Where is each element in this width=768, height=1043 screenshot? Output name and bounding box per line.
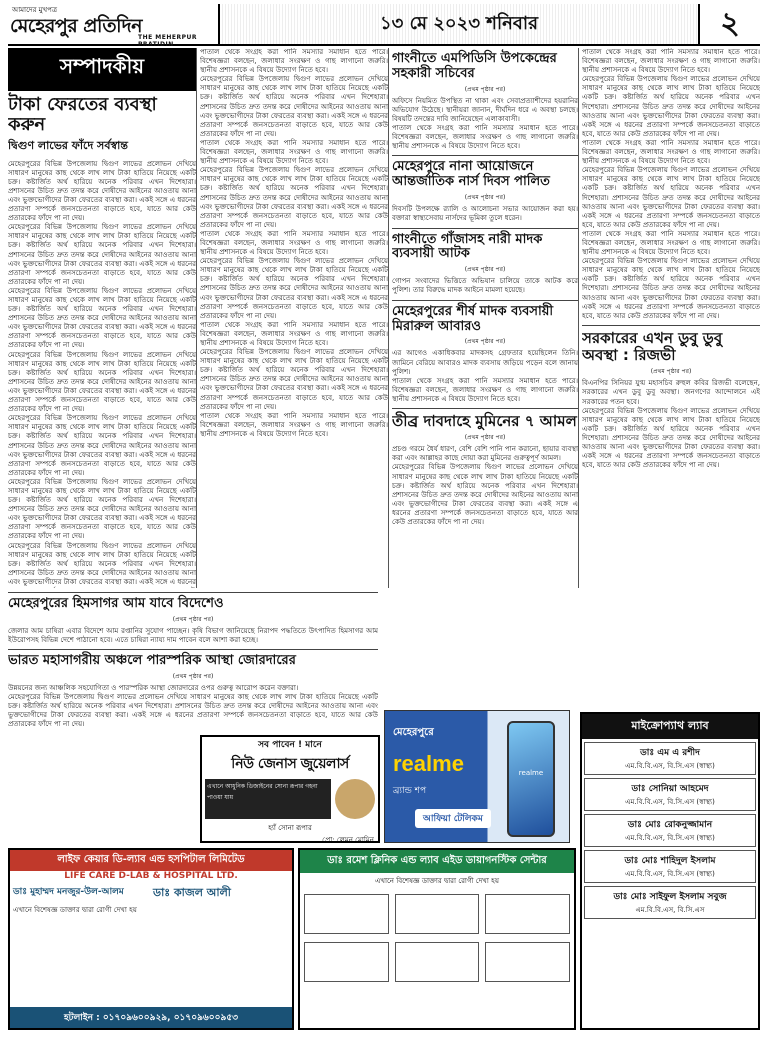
ad-ramesh-title: ডাঃ রমেশ ক্লিনিক এন্ড ল্যাব এইড ডায়াগনস্টিক সেন্টার	[300, 850, 574, 873]
ad-lifecare-doc2: ডাঃ কাজল আলী	[153, 886, 231, 899]
article-body: মেহেরপুরের বিভিন্ন উপজেলায় দ্বিগুণ লাভের প্রলোভন দেখিয়ে সাধারণ মানুষের কাছ থেকে লাখ লাখ টাকা হাতিয়ে নিয়েছে একটি চক্র। কষ্টার্জিত অর্থ হারিয়ে অনেক পরিবার এখন দিশেহারা। প্রশাসনের উচিত দ্রুত তদন্ত করে দোষীদের আইনের আওতায় আনা এবং ভুক্তভোগীদের টাকা ফেরতের ব্যবস্থা করা। একই সঙ্গে এ ধরনের প্রতারণা সম্পর্কে জনসচেতনতা বাড়াতে হবে, যাতে আর কেউ প্রতারকের ফাঁদে পা না দেয়।	[200, 75, 388, 138]
article-body: পাতাল থেকে সংগ্রহ করা পানি সমস্যার সমাধান হতে পারে। বিশেষজ্ঞরা বলছেন, জলাধার সংরক্ষণ ও গাছ লাগানো জরুরি। স্থানীয় প্রশাসনকে এ বিষয়ে উদ্যোগ নিতে হবে।	[582, 138, 760, 166]
article-body-nurse: দিবসটি উপলক্ষে র‍্যালি ও আলোচনা সভার আয়োজন করা হয়। বক্তারা স্বাস্থ্যসেবায় নার্সদের ভূমিকা তুলে ধরেন।	[392, 205, 578, 223]
editorial-body-cont4: মেহেরপুরের বিভিন্ন উপজেলায় দ্বিগুণ লাভের প্রলোভন দেখিয়ে সাধারণ মানুষের কাছ থেকে লাখ লাখ টাকা হাতিয়ে নিয়েছে একটি চক্র। কষ্টার্জিত অর্থ হারিয়ে অনেক পরিবার এখন দিশেহারা। প্রশাসনের উচিত দ্রুত তদন্ত করে দোষীদের আইনের আওতায় আনা এবং ভুক্তভোগীদের টাকা ফেরতের ব্যবস্থা করা। একই সঙ্গে এ ধরনের প্রতারণা সম্পর্কে জনসচেতনতা বাড়াতে হবে, যাতে আর কেউ প্রতারকের ফাঁদে পা না দেয়।	[8, 414, 196, 477]
ad-lifecare-title: লাইফ কেয়ার ডি-ল্যাব এন্ড হসপিটাল লিমিটেড	[10, 850, 292, 871]
doctor-name: ডাঃ মোঃ রোকনুজ্জামান	[627, 820, 713, 830]
news-column-4	[582, 48, 760, 588]
article-headline-mpdc: গাংনীতে এমপিডিসি উপকেন্দ্রের সহকারী সচিবের	[392, 51, 557, 81]
article-body: পাতাল থেকে সংগ্রহ করা পানি সমস্যার সমাধান হতে পারে। বিশেষজ্ঞরা বলছেন, জলাধার সংরক্ষণ ও গাছ লাগানো জরুরি। স্থানীয় প্রশাসনকে এ বিষয়ে উদ্যোগ নিতে হবে।	[200, 138, 388, 166]
article-body-ganja: গোপন সংবাদের ভিত্তিতে অভিযান চালিয়ে তাকে আটক করে পুলিশ। তার বিরুদ্ধে মাদক আইনে মামলা হয়েছে।	[392, 277, 578, 295]
newspaper-logo	[8, 4, 218, 48]
article-body: পাতাল থেকে সংগ্রহ করা পানি সমস্যার সমাধান হতে পারে। বিশেষজ্ঞরা বলছেন, জলাধার সংরক্ষণ ও গাছ লাগানো জরুরি। স্থানীয় প্রশাসনকে এ বিষয়ে উদ্যোগ নিতে হবে।	[582, 229, 760, 257]
ad-jewellers-line2: হ্যাঁ সোনা রূপার	[268, 824, 312, 832]
article-body-heat: প্রচণ্ড গরমে ধৈর্য ধারণ, বেশি বেশি পানি পান করানো, ছায়ার ব্যবস্থা করা এবং আল্লাহর কাছে দোয়া করা মুমিনের গুরুত্বপূর্ণ আমল।	[392, 445, 578, 463]
article-headline-nurse: মেহেরপুরে নানা আয়োজনে আন্তর্জাতিক নার্স দিবস পালিত	[392, 159, 550, 190]
ad-realme-tagline: ব্র্যান্ড শপ	[393, 786, 427, 796]
editorial-body-cont: মেহেরপুরের বিভিন্ন উপজেলায় দ্বিগুণ লাভের প্রলোভন দেখিয়ে সাধারণ মানুষের কাছ থেকে লাখ লাখ টাকা হাতিয়ে নিয়েছে একটি চক্র। কষ্টার্জিত অর্থ হারিয়ে অনেক পরিবার এখন দিশেহারা। প্রশাসনের উচিত দ্রুত তদন্ত করে দোষীদের আইনের আওতায় আনা এবং ভুক্তভোগীদের টাকা ফেরতের ব্যবস্থা করা। একই সঙ্গে এ ধরনের প্রতারণা সম্পর্কে জনসচেতনতা বাড়াতে হবে, যাতে আর কেউ প্রতারকের ফাঁদে পা না দেয়।	[8, 223, 196, 286]
article-body: পাতাল থেকে সংগ্রহ করা পানি সমস্যার সমাধান হতে পারে। বিশেষজ্ঞরা বলছেন, জলাধার সংরক্ষণ ও গাছ লাগানো জরুরি। স্থানীয় প্রশাসনকে এ বিষয়ে উদ্যোগ নিতে হবে।	[200, 320, 388, 347]
avatar	[335, 779, 375, 819]
news-columns	[8, 48, 760, 588]
article-credit: (প্রথম পৃষ্ঠার পর)	[650, 368, 692, 376]
doctor-info: এম.বি.বি.এস, বি.সি.এস (স্বাস্থ্য)	[625, 798, 715, 806]
article-body: মেহেরপুরের বিভিন্ন উপজেলায় দ্বিগুণ লাভের প্রলোভন দেখিয়ে সাধারণ মানুষের কাছ থেকে লাখ লাখ টাকা হাতিয়ে নিয়েছে একটি চক্র। কষ্টার্জিত অর্থ হারিয়ে অনেক পরিবার এখন দিশেহারা। প্রশাসনের উচিত দ্রুত তদন্ত করে দোষীদের আইনের আওতায় আনা এবং ভুক্তভোগীদের টাকা ফেরতের ব্যবস্থা করা। একই সঙ্গে এ ধরনের প্রতারণা সম্পর্কে জনসচেতনতা বাড়াতে হবে, যাতে আর কেউ প্রতারকের ফাঁদে পা না দেয়।	[200, 166, 388, 229]
article-credit: (প্রথম পৃষ্ঠার পর)	[464, 194, 506, 202]
doctor-name: ডাঃ মোঃ সাইফুল ইসলাম সবুজ	[613, 892, 727, 902]
ad-jewellers-tag: সব পাবেন ! মানে	[258, 740, 322, 750]
editorial-body-cont6: মেহেরপুরের বিভিন্ন উপজেলায় দ্বিগুণ লাভের প্রলোভন দেখিয়ে সাধারণ মানুষের কাছ থেকে লাখ লাখ টাকা হাতিয়ে নিয়েছে একটি চক্র। কষ্টার্জিত অর্থ হারিয়ে অনেক পরিবার এখন দিশেহারা। প্রশাসনের উচিত দ্রুত তদন্ত করে দোষীদের আইনের আওতায় আনা এবং ভুক্তভোগীদের টাকা ফেরতের ব্যবস্থা করা। একই সঙ্গে এ ধরনের	[8, 541, 196, 586]
doctor-card	[584, 886, 756, 919]
doctor-info: এম.বি.বি.এস, বি.সি.এস	[635, 906, 705, 914]
article-headline-mango: মেহেরপুরের হিমসাগর আম যাবে বিদেশেও	[8, 596, 224, 611]
phone-image	[507, 721, 555, 837]
ad-realme-dealer: আফিয়া টেলিকম	[415, 809, 491, 828]
article-body: মেহেরপুরের বিভিন্ন উপজেলায় দ্বিগুণ লাভের প্রলোভন দেখিয়ে সাধারণ মানুষের কাছ থেকে লাখ লাখ টাকা হাতিয়ে নিয়েছে একটি চক্র। কষ্টার্জিত অর্থ হারিয়ে অনেক পরিবার এখন দিশেহারা। প্রশাসনের উচিত দ্রুত তদন্ত করে দোষীদের আইনের আওতায় আনা এবং ভুক্তভোগীদের টাকা ফেরতের ব্যবস্থা করা। একই সঙ্গে এ ধরনের প্রতারণা সম্পর্কে জনসচেতনতা বাড়াতে হবে, যাতে আর কেউ প্রতারকের ফাঁদে পা না দেয়।	[582, 257, 760, 320]
editorial-subhead: দ্বিগুণ লাভের ফাঁদে সর্বস্বান্ত	[8, 138, 128, 152]
article-credit: (প্রথম পৃষ্ঠার পর)	[172, 673, 214, 681]
article-headline-ganja: গাংনীতে গাঁজাসহ নারী মাদক ব্যবসায়ী আটক	[392, 231, 543, 262]
ad-lifecare-title-en: LIFE CARE D-LAB & HOSPITAL LTD.	[64, 871, 238, 881]
phone-label: realme	[518, 769, 544, 777]
article-body-mango: জেলার আম চাষিরা এবার বিদেশে আম রপ্তানির সুযোগ পাচ্ছেন। কৃষি বিভাগ জানিয়েছে নিরাপদ পদ্ধতিতে উৎপাদিত হিমসাগর আম ইউরোপসহ বিভিন্ন দেশে পাঠানো হবে। এতে চাষিরা ন্যায্য দাম পাবেন বলে আশা করা হচ্ছে।	[8, 626, 378, 645]
ad-realme	[384, 710, 570, 843]
doctor-card	[304, 894, 389, 934]
ad-ramesh-clinic	[298, 848, 576, 1030]
doctor-card	[304, 942, 389, 982]
ad-lab-doctors	[580, 712, 760, 1030]
ad-lifecare-hotline: হটলাইন : ০১৭০৯৬০০৯২৯, ০১৭০৯৬০০৯৫৩	[10, 1007, 292, 1028]
doctor-info: এম.বি.বি.এস, বি.সি.এস (স্বাস্থ্য)	[625, 870, 715, 878]
article-body: পাতাল থেকে সংগ্রহ করা পানি সমস্যার সমাধান হতে পারে। বিশেষজ্ঞরা বলছেন, জলাধার সংরক্ষণ ও গাছ লাগানো জরুরি। স্থানীয় প্রশাসনকে এ বিষয়ে উদ্যোগ নিতে হবে।	[200, 48, 388, 75]
article-body-mpdc: অফিসে নিয়মিত উপস্থিত না থাকা এবং সেবাপ্রত্যাশীদের হয়রানির অভিযোগ উঠেছে। স্থানীয়রা জানান, দীর্ঘদিন ধরে এ অবস্থা চলছে। বিষয়টি তদন্তের দাবি জানিয়েছেন এলাকাবাসী।	[392, 96, 578, 124]
article-body: পাতাল থেকে সংগ্রহ করা পানি সমস্যার সমাধান হতে পারে। বিশেষজ্ঞরা বলছেন, জলাধার সংরক্ষণ ও গাছ লাগানো জরুরি। স্থানীয় প্রশাসনকে এ বিষয়ে উদ্যোগ নিতে হবে।	[200, 229, 388, 257]
article-credit: (প্রথম পৃষ্ঠার পর)	[464, 434, 506, 442]
doctor-card	[485, 942, 570, 982]
editorial-column	[8, 48, 197, 588]
masthead	[8, 4, 760, 46]
doctor-card	[395, 942, 480, 982]
ad-lab-title: মাইক্রোপ্যাথ ল্যাব	[582, 714, 758, 739]
article-body: মেহেরপুরের বিভিন্ন উপজেলায় দ্বিগুণ লাভের প্রলোভন দেখিয়ে সাধারণ মানুষের কাছ থেকে লাখ লাখ টাকা হাতিয়ে নিয়েছে একটি চক্র। কষ্টার্জিত অর্থ হারিয়ে অনেক পরিবার এখন দিশেহারা। প্রশাসনের উচিত দ্রুত তদন্ত করে দোষীদের আইনের আওতায় আনা এবং ভুক্তভোগীদের টাকা ফেরতের ব্যবস্থা করা। একই সঙ্গে এ ধরনের প্রতারণা সম্পর্কে জনসচেতনতা বাড়াতে হবে, যাতে আর কেউ প্রতারকের ফাঁদে পা না দেয়।	[582, 75, 760, 138]
ad-ramesh-sub: এখানে বিশেষজ্ঞ ডাক্তার দ্বারা রোগী দেখা হয়	[375, 877, 499, 885]
logo-name: মেহেরপুর প্রতিদিন	[10, 15, 142, 37]
article-body: মেহেরপুরের বিভিন্ন উপজেলায় দ্বিগুণ লাভের প্রলোভন দেখিয়ে সাধারণ মানুষের কাছ থেকে লাখ লাখ টাকা হাতিয়ে নিয়েছে একটি চক্র। কষ্টার্জিত অর্থ হারিয়ে অনেক পরিবার এখন দিশেহারা। প্রশাসনের উচিত দ্রুত তদন্ত করে দোষীদের আইনের আওতায় আনা এবং ভুক্তভোগীদের টাকা ফেরতের ব্যবস্থা করা। একই সঙ্গে এ ধরনের প্রতারণা সম্পর্কে জনসচেতনতা বাড়াতে হবে, যাতে আর কেউ প্রতারকের ফাঁদে পা না দেয়।	[200, 348, 388, 411]
article-body-mpdc-cont: পাতাল থেকে সংগ্রহ করা পানি সমস্যার সমাধান হতে পারে। বিশেষজ্ঞরা বলছেন, জলাধার সংরক্ষণ ও গাছ লাগানো জরুরি। স্থানীয় প্রশাসনকে এ বিষয়ে উদ্যোগ নিতে হবে।	[392, 124, 578, 151]
ad-lifecare	[8, 848, 294, 1030]
ad-jewellers-line1: এখানে আধুনিক ডিজাইনের সোনা রূপার গহনা পাওয়া যায়	[205, 779, 331, 819]
article-credit: (প্রথম পৃষ্ঠার পর)	[172, 615, 214, 623]
article-credit: (প্রথম পৃষ্ঠার পর)	[464, 338, 506, 346]
article-credit: (প্রথম পৃষ্ঠার পর)	[464, 85, 506, 93]
ad-realme-brand: মেহেরপুরে	[393, 727, 434, 738]
article-headline-rizvi: সরকারের এখন ডুবু ডুবু অবস্থা : রিজভী	[582, 328, 723, 365]
article-headline-drug: মেহেরপুরের শীর্ষ মাদক ব্যবসায়ী মিরারুল আবারও	[392, 303, 554, 334]
article-credit: (প্রথম পৃষ্ঠার পর)	[464, 266, 506, 274]
doctor-card	[584, 778, 756, 811]
article-body-rizvi: বিএনপির সিনিয়র যুগ্ম মহাসচিব রুহুল কবির রিজভী বলেছেন, সরকারের এখন ডুবু ডুবু অবস্থা। জনগণের আন্দোলনে এই সরকারের পতন হবে।	[582, 379, 760, 406]
article-body-rizvi-cont: মেহেরপুরের বিভিন্ন উপজেলায় দ্বিগুণ লাভের প্রলোভন দেখিয়ে সাধারণ মানুষের কাছ থেকে লাখ লাখ টাকা হাতিয়ে নিয়েছে একটি চক্র। কষ্টার্জিত অর্থ হারিয়ে অনেক পরিবার এখন দিশেহারা। প্রশাসনের উচিত দ্রুত তদন্ত করে দোষীদের আইনের আওতায় আনা এবং ভুক্তভোগীদের টাকা ফেরতের ব্যবস্থা করা। একই সঙ্গে এ ধরনের প্রতারণা সম্পর্কে জনসচেতনতা বাড়াতে হবে, যাতে আর কেউ প্রতারকের ফাঁদে পা না দেয়।	[582, 406, 760, 470]
article-body: পাতাল থেকে সংগ্রহ করা পানি সমস্যার সমাধান হতে পারে। বিশেষজ্ঞরা বলছেন, জলাধার সংরক্ষণ ও গাছ লাগানো জরুরি। স্থানীয় প্রশাসনকে এ বিষয়ে উদ্যোগ নিতে হবে।	[200, 411, 388, 438]
ad-jewellers-owner: প্রো: লেমন মোমিন	[322, 836, 374, 843]
doctor-name: ডাঃ এম এ রশীদ	[640, 748, 700, 758]
news-column-3	[392, 48, 579, 588]
doctor-info: এম.বি.বি.এস, বি.সি.এস (স্বাস্থ্য)	[625, 834, 715, 842]
article-body: মেহেরপুরের বিভিন্ন উপজেলায় দ্বিগুণ লাভের প্রলোভন দেখিয়ে সাধারণ মানুষের কাছ থেকে লাখ লাখ টাকা হাতিয়ে নিয়েছে একটি চক্র। কষ্টার্জিত অর্থ হারিয়ে অনেক পরিবার এখন দিশেহারা। প্রশাসনের উচিত দ্রুত তদন্ত করে দোষীদের আইনের আওতায় আনা এবং ভুক্তভোগীদের টাকা ফেরতের ব্যবস্থা করা। একই সঙ্গে এ ধরনের প্রতারণা সম্পর্কে জনসচেতনতা বাড়াতে হবে, যাতে আর কেউ প্রতারকের ফাঁদে পা না দেয়।	[582, 166, 760, 229]
article-body-heat-cont: মেহেরপুরের বিভিন্ন উপজেলায় দ্বিগুণ লাভের প্রলোভন দেখিয়ে সাধারণ মানুষের কাছ থেকে লাখ লাখ টাকা হাতিয়ে নিয়েছে একটি চক্র। কষ্টার্জিত অর্থ হারিয়ে অনেক পরিবার এখন দিশেহারা। প্রশাসনের উচিত দ্রুত তদন্ত করে দোষীদের আইনের আওতায় আনা এবং ভুক্তভোগীদের টাকা ফেরতের ব্যবস্থা করা। একই সঙ্গে এ ধরনের প্রতারণা সম্পর্কে জনসচেতনতা বাড়াতে হবে, যাতে আর কেউ প্রতারকের ফাঁদে পা না দেয়।	[392, 463, 578, 526]
editorial-body-cont3: মেহেরপুরের বিভিন্ন উপজেলায় দ্বিগুণ লাভের প্রলোভন দেখিয়ে সাধারণ মানুষের কাছ থেকে লাখ লাখ টাকা হাতিয়ে নিয়েছে একটি চক্র। কষ্টার্জিত অর্থ হারিয়ে অনেক পরিবার এখন দিশেহারা। প্রশাসনের উচিত দ্রুত তদন্ত করে দোষীদের আইনের আওতায় আনা এবং ভুক্তভোগীদের টাকা ফেরতের ব্যবস্থা করা। একই সঙ্গে এ ধরনের প্রতারণা সম্পর্কে জনসচেতনতা বাড়াতে হবে, যাতে আর কেউ প্রতারকের ফাঁদে পা না দেয়।	[8, 350, 196, 414]
doctor-info: এম.বি.বি.এস, বি.সি.এস (স্বাস্থ্য)	[625, 762, 715, 770]
logo-kicker: আমাদের মুখপত্র	[12, 6, 58, 14]
editorial-headline: টাকা ফেরতের ব্যবস্থা করুন	[8, 94, 157, 135]
dateline: ১৩ মে ২০২৩ শনিবার	[218, 4, 700, 44]
lower-news	[8, 592, 378, 733]
ad-lifecare-doc1: ডাঃ মুহাম্মদ মনজুর-উল-আলম	[13, 887, 124, 897]
doctor-name: ডাঃ মোঃ শাহিদুল ইসলাম	[624, 856, 716, 866]
realme-logo: realme	[393, 751, 464, 776]
doctor-card	[584, 814, 756, 847]
article-body-indo-cont: মেহেরপুরের বিভিন্ন উপজেলায় দ্বিগুণ লাভের প্রলোভন দেখিয়ে সাধারণ মানুষের কাছ থেকে লাখ লাখ টাকা হাতিয়ে নিয়েছে একটি চক্র। কষ্টার্জিত অর্থ হারিয়ে অনেক পরিবার এখন দিশেহারা। প্রশাসনের উচিত দ্রুত তদন্ত করে দোষীদের আইনের আওতায় আনা এবং ভুক্তভোগীদের টাকা ফেরতের ব্যবস্থা করা। একই সঙ্গে এ ধরনের প্রতারণা সম্পর্কে জনসচেতনতা বাড়াতে হবে, যাতে আর কেউ প্রতারকের ফাঁদে পা না দেয়।	[8, 693, 378, 729]
article-body-drug-cont: পাতাল থেকে সংগ্রহ করা পানি সমস্যার সমাধান হতে পারে। বিশেষজ্ঞরা বলছেন, জলাধার সংরক্ষণ ও গাছ লাগানো জরুরি। স্থানীয় প্রশাসনকে এ বিষয়ে উদ্যোগ নিতে হবে।	[392, 376, 578, 403]
editorial-body-cont2: মেহেরপুরের বিভিন্ন উপজেলায় দ্বিগুণ লাভের প্রলোভন দেখিয়ে সাধারণ মানুষের কাছ থেকে লাখ লাখ টাকা হাতিয়ে নিয়েছে একটি চক্র। কষ্টার্জিত অর্থ হারিয়ে অনেক পরিবার এখন দিশেহারা। প্রশাসনের উচিত দ্রুত তদন্ত করে দোষীদের আইনের আওতায় আনা এবং ভুক্তভোগীদের টাকা ফেরতের ব্যবস্থা করা। একই সঙ্গে এ ধরনের প্রতারণা সম্পর্কে জনসচেতনতা বাড়াতে হবে, যাতে আর কেউ প্রতারকের ফাঁদে পা না দেয়।	[8, 286, 196, 350]
page-number: ২	[720, 5, 740, 41]
article-headline-indo: ভারত মহাসাগরীয় অঞ্চলে পারস্পরিক আস্থা জোরদারের	[8, 653, 296, 669]
article-body: মেহেরপুরের বিভিন্ন উপজেলায় দ্বিগুণ লাভের প্রলোভন দেখিয়ে সাধারণ মানুষের কাছ থেকে লাখ লাখ টাকা হাতিয়ে নিয়েছে একটি চক্র। কষ্টার্জিত অর্থ হারিয়ে অনেক পরিবার এখন দিশেহারা। প্রশাসনের উচিত দ্রুত তদন্ত করে দোষীদের আইনের আওতায় আনা এবং ভুক্তভোগীদের টাকা ফেরতের ব্যবস্থা করা। একই সঙ্গে এ ধরনের প্রতারণা সম্পর্কে জনসচেতনতা বাড়াতে হবে, যাতে আর কেউ প্রতারকের ফাঁদে পা না দেয়।	[200, 257, 388, 320]
article-body-indo: উন্নয়নের জন্য আঞ্চলিক সহযোগিতা ও পারস্পরিক আস্থা জোরদারের ওপর গুরুত্ব আরোপ করেন বক্তারা।	[8, 684, 299, 693]
ad-lifecare-body: এখানে বিশেষজ্ঞ ডাক্তার দ্বারা রোগী দেখা হয়	[13, 906, 137, 914]
article-body-drug: এর আগেও একাধিকবার মাদকসহ গ্রেফতার হয়েছিলেন তিনি। জামিনে বেরিয়ে আবারও মাদক ব্যবসায় জড়িয়ে পড়েন বলে জানায় পুলিশ।	[392, 349, 578, 376]
editorial-body: মেহেরপুরের বিভিন্ন উপজেলায় দ্বিগুণ লাভের প্রলোভন দেখিয়ে সাধারণ মানুষের কাছ থেকে লাখ লাখ টাকা হাতিয়ে নিয়েছে একটি চক্র। কষ্টার্জিত অর্থ হারিয়ে অনেক পরিবার এখন দিশেহারা। প্রশাসনের উচিত দ্রুত তদন্ত করে দোষীদের আইনের আওতায় আনা এবং ভুক্তভোগীদের টাকা ফেরতের ব্যবস্থা করা। একই সঙ্গে এ ধরনের প্রতারণা সম্পর্কে জনসচেতনতা বাড়াতে হবে, যাতে আর কেউ প্রতারকের ফাঁদে পা না দেয়।	[8, 159, 196, 223]
doctor-name: ডাঃ সোনিয়া আহমেদ	[631, 784, 709, 794]
article-mango	[8, 593, 378, 733]
editorial-body-cont5: মেহেরপুরের বিভিন্ন উপজেলায় দ্বিগুণ লাভের প্রলোভন দেখিয়ে সাধারণ মানুষের কাছ থেকে লাখ লাখ টাকা হাতিয়ে নিয়েছে একটি চক্র। কষ্টার্জিত অর্থ হারিয়ে অনেক পরিবার এখন দিশেহারা। প্রশাসনের উচিত দ্রুত তদন্ত করে দোষীদের আইনের আওতায় আনা এবং ভুক্তভোগীদের টাকা ফেরতের ব্যবস্থা করা। একই সঙ্গে এ ধরনের প্রতারণা সম্পর্কে জনসচেতনতা বাড়াতে হবে, যাতে আর কেউ প্রতারকের ফাঁদে পা না দেয়।	[8, 477, 196, 541]
doctor-card	[485, 894, 570, 934]
ad-jewellers	[200, 735, 380, 843]
doctor-card	[584, 742, 756, 775]
logo-sub: THE MEHERPUR PRATIDIN	[138, 34, 198, 48]
ad-jewellers-name: নিউ জেনাস জুয়েলার্স	[231, 756, 349, 772]
editorial-tag: সম্পাদকীয়	[8, 48, 196, 91]
doctor-card	[584, 850, 756, 883]
article-body: পাতাল থেকে সংগ্রহ করা পানি সমস্যার সমাধান হতে পারে। বিশেষজ্ঞরা বলছেন, জলাধার সংরক্ষণ ও গাছ লাগানো জরুরি। স্থানীয় প্রশাসনকে এ বিষয়ে উদ্যোগ নিতে হবে।	[582, 48, 760, 75]
news-column-2	[200, 48, 389, 588]
article-headline-heat: তীব্র দাবদাহে মুমিনের ৭ আমল	[392, 412, 577, 430]
doctor-card	[395, 894, 480, 934]
